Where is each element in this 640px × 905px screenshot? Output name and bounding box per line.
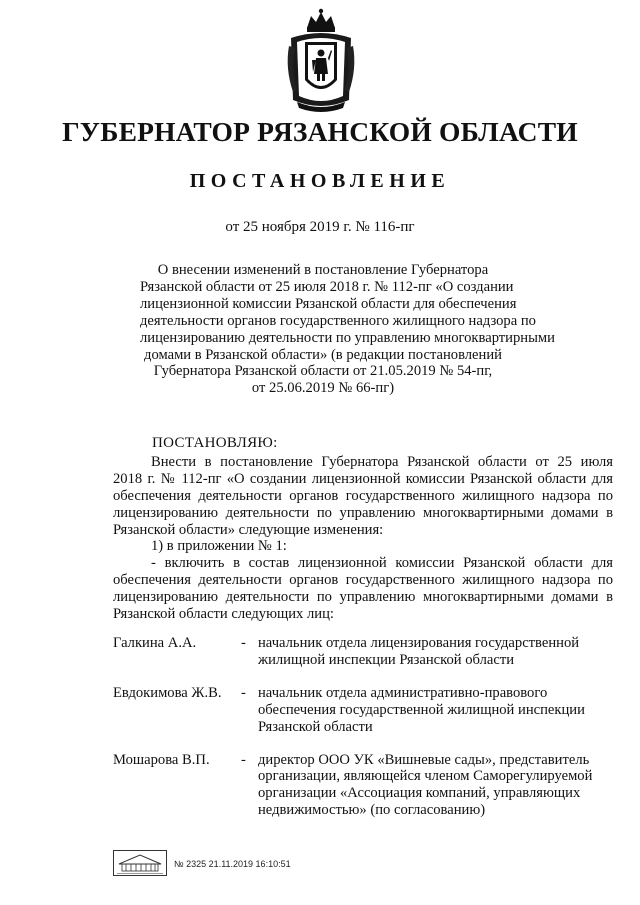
member-dash: -: [241, 751, 246, 768]
subject-line: домами в Рязанской области» (в редакции постановлений: [144, 346, 502, 363]
member-name: Галкина А.А.: [113, 635, 197, 651]
member-dash: -: [241, 684, 246, 701]
member-row: [113, 752, 613, 820]
member-position: [258, 685, 613, 736]
subject-line: от 25.06.2019 № 66-пг): [251, 380, 395, 397]
body-line: Внести в постановление Губернатора Рязанской области от 25 июля: [151, 454, 613, 470]
member-position: [258, 752, 613, 820]
member-name: Евдокимова Ж.В.: [113, 684, 222, 701]
position-line: организации, являющейся членом Саморегулируемой: [258, 768, 593, 785]
subject-line: О внесении изменений в постановление Губернатора: [157, 262, 489, 278]
governor-title: ГУБЕРНАТОР РЯЗАНСКОЙ ОБЛАСТИ: [62, 116, 578, 147]
position-line: начальник отдела административно-правового: [258, 684, 548, 701]
position-line: Рязанской области: [258, 718, 373, 735]
subject-line: Рязанской области от 25 июля 2018 г. № 112-пг «О создании: [140, 278, 514, 295]
body-line: Рязанской области следующих лиц:: [113, 606, 334, 623]
body-line: обеспечения деятельности органов государственного жилищного надзора по: [113, 487, 613, 504]
body-line: - включить в состав лицензионной комиссии Рязанской области для: [151, 555, 613, 572]
subject-line: деятельности органов государственного жилищного надзора по: [140, 312, 536, 329]
document-subject: [140, 262, 555, 397]
body-line: 1) в приложении № 1:: [151, 538, 287, 555]
body-line: лицензированию деятельности по управлению многоквартирными домами в: [113, 504, 613, 521]
decree-heading: ПОСТАНОВЛЯЮ:: [152, 435, 278, 451]
position-line: директор ООО УК «Вишневые сады», представитель: [258, 751, 590, 768]
decree-body: [113, 454, 613, 623]
body-line: лицензированию деятельности по управлению многоквартирными домами в: [113, 589, 613, 606]
subject-line: лицензионной комиссии Рязанской области для обеспечения: [140, 295, 517, 312]
body-line: Рязанской области» следующие изменения:: [113, 521, 384, 538]
position-line: обеспечения государственной жилищной инспекции: [258, 701, 585, 718]
registration-stamp-logo: [113, 850, 167, 876]
subject-line: лицензированию деятельности по управлению многоквартирными: [140, 329, 555, 346]
position-line: жилищной инспекции Рязанской области: [258, 651, 515, 668]
position-line: недвижимостью» (по согласованию): [258, 802, 486, 819]
commission-members-list: [113, 635, 613, 835]
member-name: Мошарова В.П.: [113, 751, 210, 768]
document-type: ПОСТАНОВЛЕНИЕ: [189, 170, 451, 192]
member-dash: -: [241, 635, 246, 651]
body-line: обеспечения деятельности органов государственного жилищного надзора по: [113, 572, 613, 589]
document-date-number: от 25 ноября 2019 г. № 116-пг: [225, 219, 415, 235]
coat-of-arms-emblem: [283, 8, 359, 116]
registration-stamp-text: № 2325 21.11.2019 16:10:51: [174, 859, 291, 869]
body-line: 2018 г. № 112-пг «О создании лицензионной комиссии Рязанской области для: [113, 470, 613, 487]
position-line: организации «Ассоциация компаний, управляющих: [258, 785, 581, 802]
member-position: [258, 635, 613, 669]
member-row: [113, 685, 613, 736]
subject-line: Губернатора Рязанской области от 21.05.2019 № 54-пг,: [153, 363, 493, 380]
member-row: [113, 635, 613, 669]
position-line: начальник отдела лицензирования государственной: [258, 635, 580, 651]
